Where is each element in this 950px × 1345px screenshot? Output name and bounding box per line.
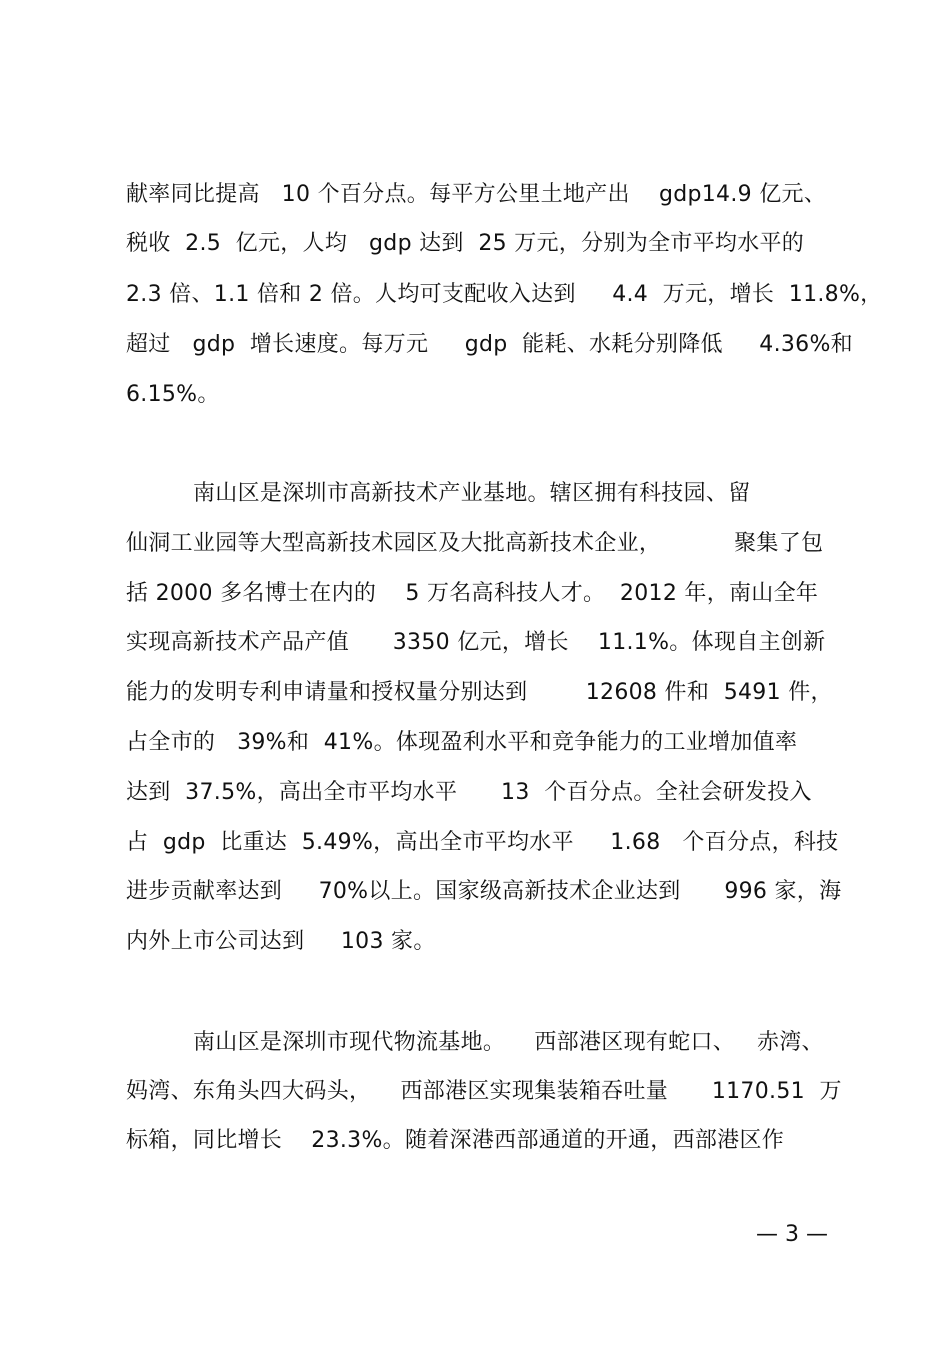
paragraph-2-line-9: 进步贡献率达到 70%以上。国家级高新技术企业达到 996 家，海	[126, 879, 842, 904]
paragraph-2-line-3: 括 2000 多名博士在内的 5 万名高科技人才。 2012 年，南山全年	[126, 581, 819, 606]
paragraph-2-line-2: 仙洞工业园等大型高新技术园区及大批高新技术企业， 聚集了包	[126, 531, 824, 556]
paragraph-1-line-4: 超过 gdp 增长速度。每万元 gdp 能耗、水耗分别降低 4.36%和	[126, 332, 853, 357]
paragraph-2-line-5: 能力的发明专利申请量和授权量分别达到 12608 件和 5491 件，	[126, 680, 833, 705]
paragraph-2-line-6: 占全市的 39%和 41%。体现盈利水平和竞争能力的工业增加值率	[126, 730, 798, 755]
paragraph-3-line-2: 妈湾、东角头四大码头， 西部港区实现集装箱吞吐量 1170.51 万	[126, 1079, 842, 1104]
paragraph-2-line-7: 达到 37.5%，高出全市平均水平 13 个百分点。全社会研发投入	[126, 780, 812, 805]
paragraph-2-line-8: 占 gdp 比重达 5.49%，高出全市平均水平 1.68 个百分点，科技	[126, 830, 839, 855]
paragraph-1-line-1: 献率同比提高 10 个百分点。每平方公里土地产出 gdp14.9 亿元、	[126, 182, 827, 207]
paragraph-1-line-2: 税收 2.5 亿元，人均 gdp 达到 25 万元，分别为全市平均水平的	[126, 231, 805, 256]
paragraph-2-line-10: 内外上市公司达到 103 家。	[126, 929, 436, 954]
paragraph-2-line-4: 实现高新技术产品产值 3350 亿元，增长 11.1%。体现自主创新	[126, 630, 826, 655]
paragraph-1-line-5: 6.15%。	[126, 382, 220, 407]
paragraph-1-line-3: 2.3 倍、1.1 倍和 2 倍。人均可支配收入达到 4.4 万元，增长 11.8%，	[126, 282, 883, 307]
page-number: — 3 —	[756, 1222, 828, 1247]
paragraph-3-line-1: 南山区是深圳市现代物流基地。 西部港区现有蛇口、 赤湾、	[193, 1030, 824, 1055]
paragraph-3-line-3: 标箱，同比增长 23.3%。随着深港西部通道的开通，西部港区作	[126, 1128, 785, 1153]
paragraph-2-line-1: 南山区是深圳市高新技术产业基地。辖区拥有科技园、留	[193, 481, 751, 506]
